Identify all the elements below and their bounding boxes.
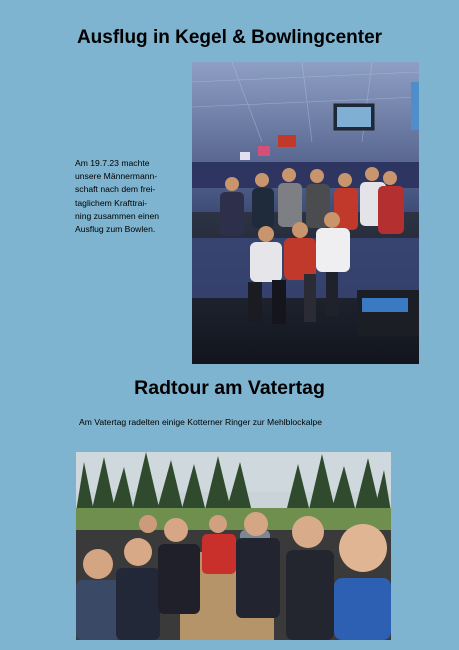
radtour-group-photo: [76, 452, 391, 640]
bowling-text-line: unsere Männermann-: [75, 171, 158, 182]
bowling-text-line: ning zusammen einen: [75, 210, 160, 221]
bowling-text-line: taglichem Krafttrai-: [75, 197, 148, 208]
bowling-group-photo: [192, 62, 419, 364]
section-title-radtour: Radtour am Vatertag: [134, 377, 325, 399]
bowling-text-line: Ausflug zum Bowlen.: [75, 224, 156, 235]
bowling-description: [75, 157, 181, 236]
radtour-caption: Am Vatertag radelten einige Kotterner Ringer zur Mehlblockalpe: [79, 417, 322, 427]
page-title-bowling: Ausflug in Kegel & Bowlingcenter: [76, 27, 383, 48]
bowling-text-line: schaft nach dem frei-: [75, 184, 156, 195]
bowling-text-line: Am 19.7.23 machte: [75, 158, 150, 168]
